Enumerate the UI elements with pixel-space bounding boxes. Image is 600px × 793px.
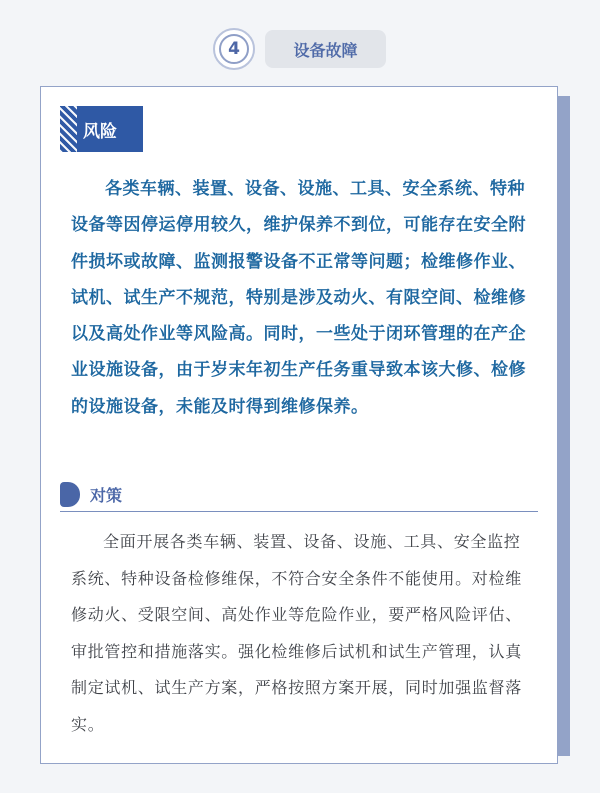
section-title: 设备故障	[265, 30, 386, 68]
risk-text: 各类车辆、装置、设备、设施、工具、安全系统、特种设备等因停运停用较久，维护保养不到位，可能存在安全附件损坏或故障、监测报警设备不正常等问题；检维修作业、试机、试生产不规范，特别是涉及动火、有限空间、检维修以及高处作业等风险高。同时，一些处于闭环管理的在产企业设施设备，由于岁末年初生产任务重导致本该大修、检修的设施设备，未能及时得到维修保养。	[71, 179, 526, 417]
section-header	[0, 26, 600, 76]
risk-tag	[60, 106, 143, 152]
section-number-badge	[213, 28, 255, 70]
risk-label: 风险	[83, 121, 117, 142]
half-circle-icon	[60, 482, 80, 507]
section-number: 4	[219, 34, 249, 64]
content-card	[40, 86, 558, 764]
measures-label: 对策	[90, 486, 123, 505]
measures-divider	[60, 511, 538, 512]
measures-text: 全面开展各类车辆、装置、设备、设施、工具、安全监控系统、特种设备检修维保，不符合安全条件不能使用。对检维修动火、受限空间、高处作业等危险作业，要严格风险评估、审批管控和措施落实。强化检维修后试机和试生产管理，认真制定试机、试生产方案，严格按照方案开展，同时加强监督落实。	[71, 532, 522, 734]
stripes-icon	[60, 106, 77, 152]
